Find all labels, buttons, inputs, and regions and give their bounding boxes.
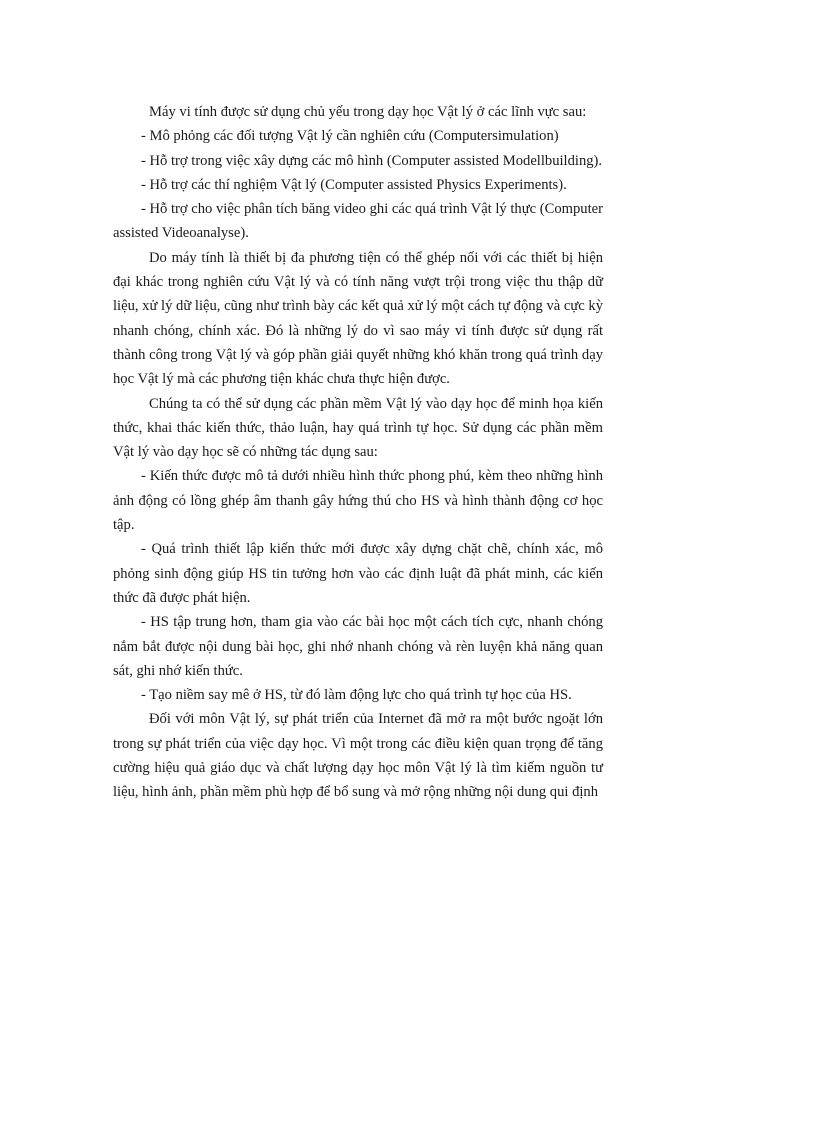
list-item-knowledge-forms: - Kiến thức được mô tả dưới nhiều hình thức phong phú, kèm theo những hình ảnh động có lồng ghép âm thanh gây hứng thú cho HS và hình thành động cơ học tập. [113, 468, 603, 534]
list-item-focus: - HS tập trung hơn, tham gia vào các bài học một cách tích cực, nhanh chóng nắm bắt được nội dung bài học, ghi nhớ nhanh chóng và rèn luyện khả năng quan sát, ghi nhớ kiến thức. [113, 614, 603, 679]
list-item-simulation: - Mô phỏng các đối tượng Vật lý cần nghiên cứu (Computersimulation) [141, 128, 559, 145]
list-item-knowledge-building: - Quá trình thiết lập kiến thức mới được xây dựng chặt chẽ, chính xác, mô phỏng sinh động giúp HS tin tưởng hơn vào các định luật đã phát minh, các kiến thức đã được phát hiện. [113, 541, 603, 606]
paragraph-multimedia: Do máy tính là thiết bị đa phương tiện có thể ghép nối với các thiết bị hiện đại khác trong nghiên cứu Vật lý và có tính năng vượt trội trong việc thu thập dữ liệu, xử lý dữ liệu, cũng như trình bày các kết quả xử lý một cách tự động và cực kỳ nhanh chóng, chính xác. Đó là những lý do vì sao máy vi tính được sử dụng rất thành công trong Vật lý và góp phần giải quyết những khó khăn trong quá trình dạy học Vật lý mà các phương tiện khác chưa thực hiện được. [113, 249, 604, 388]
paragraph-software-usage: Chúng ta có thể sử dụng các phần mềm Vật lý vào dạy học để minh họa kiến thức, khai thác kiến thức, thảo luận, hay quá trình tự học. Sử dụng các phần mềm Vật lý vào dạy học sẽ có những tác dụng sau: [113, 395, 603, 461]
list-item-modelbuilding: - Hỗ trợ trong việc xây dựng các mô hình (Computer assisted Modellbuilding). [141, 152, 603, 169]
paragraph-intro: Máy vi tính được sử dụng chủ yếu trong dạy học Vật lý ở các lĩnh vực sau: [149, 104, 587, 120]
list-item-passion: - Tạo niềm say mê ở HS, từ đó làm động lực cho quá trình tự học của HS. [141, 687, 572, 704]
list-item-experiments: - Hỗ trợ các thí nghiệm Vật lý (Computer assisted Physics Experiments). [141, 176, 567, 193]
list-item-videoanalyse: - Hỗ trợ cho việc phân tích băng video ghi các quá trình Vật lý thực (Computer assisted Videoanalyse). [113, 201, 603, 242]
document-body [113, 100, 603, 805]
paragraph-internet: Đối với môn Vật lý, sự phát triển của Internet đã mở ra một bước ngoặt lớn trong sự phát triển của việc dạy học. Vì một trong các điều kiện quan trọng để tăng cường hiệu quả giáo dục và chất lượng dạy học môn Vật lý là tìm kiếm nguồn tư liệu, hình ảnh, phần mềm phù hợp để bổ sung và mở rộng những nội dung qui định [113, 711, 603, 801]
